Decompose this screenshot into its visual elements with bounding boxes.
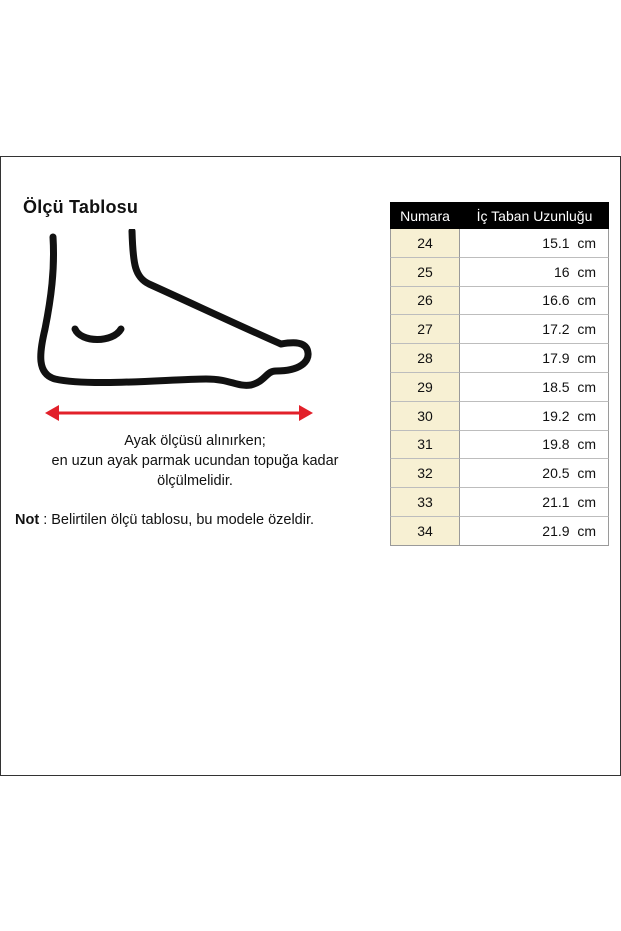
table-row [390, 431, 609, 460]
table-header-row [390, 202, 609, 229]
table-row [390, 258, 609, 287]
length-cell: 19.8 cm [460, 431, 609, 460]
table-row [390, 488, 609, 517]
table-row [390, 229, 609, 258]
length-cell: 16 cm [460, 258, 609, 287]
length-cell: 21.1 cm [460, 488, 609, 517]
instruction-line: en uzun ayak parmak ucundan topuğa kadar [51, 453, 339, 469]
size-cell: 30 [390, 402, 460, 431]
size-cell: 28 [390, 344, 460, 373]
foot-outline-path [41, 231, 308, 385]
note-label: Not [15, 512, 40, 528]
length-cell: 18.5 cm [460, 373, 609, 402]
size-cell: 24 [390, 229, 460, 258]
table-row [390, 315, 609, 344]
size-cell: 25 [390, 258, 460, 287]
length-cell: 15.1 cm [460, 229, 609, 258]
length-arrow-icon [45, 405, 313, 421]
size-cell: 34 [390, 517, 460, 546]
length-cell: 17.9 cm [460, 344, 609, 373]
model-note [15, 512, 385, 528]
measurement-instructions [15, 431, 375, 491]
table-row [390, 517, 609, 546]
length-cell: 17.2 cm [460, 315, 609, 344]
size-chart-panel [0, 156, 621, 776]
length-cell: 21.9 cm [460, 517, 609, 546]
table-row [390, 459, 609, 488]
instruction-line: Ayak ölçüsü alınırken; [124, 433, 266, 449]
size-cell: 29 [390, 373, 460, 402]
table-row [390, 287, 609, 316]
table-row [390, 344, 609, 373]
size-cell: 26 [390, 287, 460, 316]
length-cell: 20.5 cm [460, 459, 609, 488]
table-row [390, 373, 609, 402]
size-cell: 27 [390, 315, 460, 344]
size-cell: 31 [390, 431, 460, 460]
column-header-size: Numara [390, 202, 460, 229]
length-cell: 16.6 cm [460, 287, 609, 316]
table-row [390, 402, 609, 431]
size-cell: 33 [390, 488, 460, 517]
page-title: Ölçü Tablosu [23, 197, 139, 217]
foot-outline-icon [31, 229, 321, 429]
column-header-length: İç Taban Uzunluğu [460, 202, 609, 229]
size-table [390, 202, 609, 546]
length-cell: 19.2 cm [460, 402, 609, 431]
ankle-bone-path [75, 329, 121, 340]
size-cell: 32 [390, 459, 460, 488]
instruction-line: ölçülmelidir. [157, 473, 233, 489]
note-text: : Belirtilen ölçü tablosu, bu modele özeldir. [39, 512, 315, 528]
